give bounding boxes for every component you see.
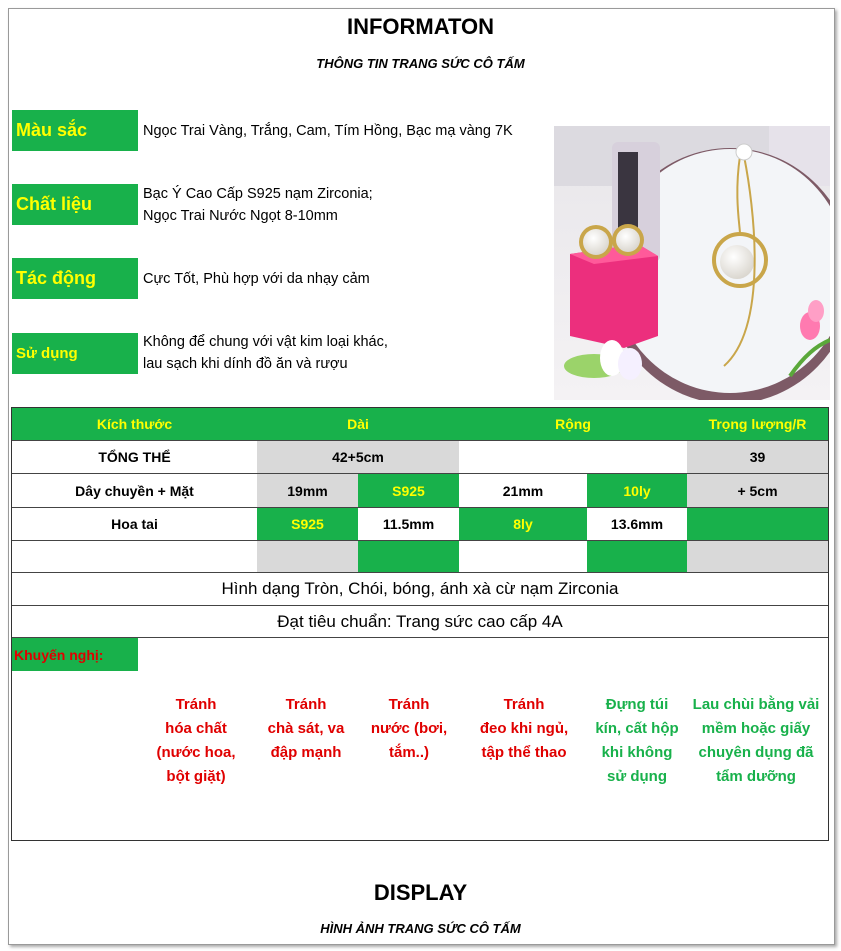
row-earring-c2: 11.5mm (382, 516, 435, 532)
recommend-line: Tránh (175, 696, 217, 713)
recommend-line: Tránh (388, 696, 430, 713)
row-overall-weight: 39 (687, 441, 828, 473)
row-necklace-label: Dây chuyền + Mặt (75, 482, 194, 499)
page-subtitle: THÔNG TIN TRANG SỨC CÔ TẤM (316, 56, 525, 71)
spec-table (11, 407, 829, 841)
row-necklace-c2: S925 (358, 474, 459, 507)
row-overall-length: 42+5cm (257, 441, 459, 473)
row-earring-c3: 8ly (459, 508, 587, 540)
recommend-line: (nước hoa, (156, 744, 236, 761)
recommend-item-storage (587, 693, 687, 789)
value-material-line-1: Bạc Ý Cao Cấp S925 nạm Zirconia; (143, 186, 373, 202)
recommend-line: mềm hoặc giấy (701, 720, 811, 737)
row-overall-width (459, 441, 687, 473)
recommend-item-water (359, 693, 459, 765)
recommend-line: Tránh (503, 696, 545, 713)
value-effect-line: Cực Tốt, Phù hợp với da nhạy cảm (143, 271, 370, 287)
divider (12, 473, 828, 474)
row-necklace-c4: 10ly (587, 474, 687, 507)
recommend-line: sử dụng (606, 768, 668, 785)
header-size: Kích thước (12, 408, 257, 440)
recommend-line: khi không (601, 744, 673, 761)
row-necklace-c1: 19mm (257, 474, 358, 507)
divider (12, 440, 828, 441)
row-empty-c3 (459, 541, 587, 572)
label-usage: Sử dụng (12, 333, 138, 374)
recommend-line: chuyên dụng đã (698, 744, 814, 761)
recommend-line: tẩm dưỡng (716, 768, 796, 785)
label-material: Chất liệu (12, 184, 138, 225)
row-necklace-c5: + 5cm (687, 474, 828, 507)
recommend-line: đeo khi ngủ, (479, 720, 569, 737)
row-necklace-c3: 21mm (502, 482, 544, 499)
row-earring-c1: S925 (257, 508, 358, 540)
recommend-line: hóa chất (165, 720, 227, 737)
row-earring-label: Hoa tai (111, 516, 158, 532)
value-color (143, 120, 513, 142)
recommend-line: Lau chùi bằng vải (692, 696, 820, 713)
value-usage-line-1: Không để chung với vật kim loại khác, (143, 334, 388, 350)
value-usage (143, 331, 388, 375)
recommend-line: đập mạnh (270, 744, 342, 761)
row-empty-label (12, 541, 257, 572)
row-empty-c1 (257, 541, 358, 572)
value-color-line: Ngọc Trai Vàng, Trắng, Cam, Tím Hồng, Bạc mạ vàng 7K (143, 123, 513, 139)
value-material-line-2: Ngọc Trai Nước Ngọt 8-10mm (143, 208, 338, 224)
row-empty-c4 (587, 541, 687, 572)
row-earring-c4: 13.6mm (610, 516, 664, 532)
recommend-line: kín, cất hộp (595, 720, 679, 737)
row-empty-c5 (687, 541, 828, 572)
row-empty-c2 (358, 541, 459, 572)
header-weight: Trọng lượng/R (687, 408, 828, 440)
recommend-item-impact (256, 693, 356, 765)
row-overall-label: TỔNG THỂ (98, 449, 171, 465)
recommend-item-chemicals (146, 693, 246, 789)
display-title: DISPLAY (373, 880, 468, 905)
header-length: Dài (257, 408, 459, 440)
header-width: Rộng (459, 408, 687, 440)
display-subtitle: HÌNH ẢNH TRANG SỨC CÔ TẤM (320, 921, 521, 936)
value-usage-line-2: lau sạch khi dính đồ ăn và rượu (143, 356, 348, 372)
page-title: INFORMATON (346, 14, 495, 39)
recommend-line: nước (bơi, (370, 720, 448, 737)
recommend-item-cleaning (684, 693, 828, 789)
recommend-line: bột giặt) (166, 768, 226, 785)
value-material (143, 183, 373, 227)
recommend-line: Đựng túi (605, 696, 669, 713)
recommend-line: chà sát, va (267, 720, 345, 737)
recommend-line: Tránh (285, 696, 327, 713)
recommend-line: tập thể thao (481, 744, 567, 761)
recommend-label: Khuyến nghị: (12, 638, 138, 671)
recommend-line: tắm..) (388, 744, 429, 761)
divider (12, 540, 828, 541)
label-color: Màu sắc (12, 110, 138, 151)
recommend-item-sleep (466, 693, 582, 765)
row-earring-c5 (687, 508, 828, 540)
value-effect (143, 268, 370, 290)
label-effect: Tác động (12, 258, 138, 299)
shape-description: Hình dạng Tròn, Chói, bóng, ánh xà cừ nạm Zirconia (221, 579, 619, 598)
standard-description: Đạt tiêu chuẩn: Trang sức cao cấp 4A (277, 611, 563, 631)
divider (12, 507, 828, 508)
product-photo (554, 126, 830, 400)
